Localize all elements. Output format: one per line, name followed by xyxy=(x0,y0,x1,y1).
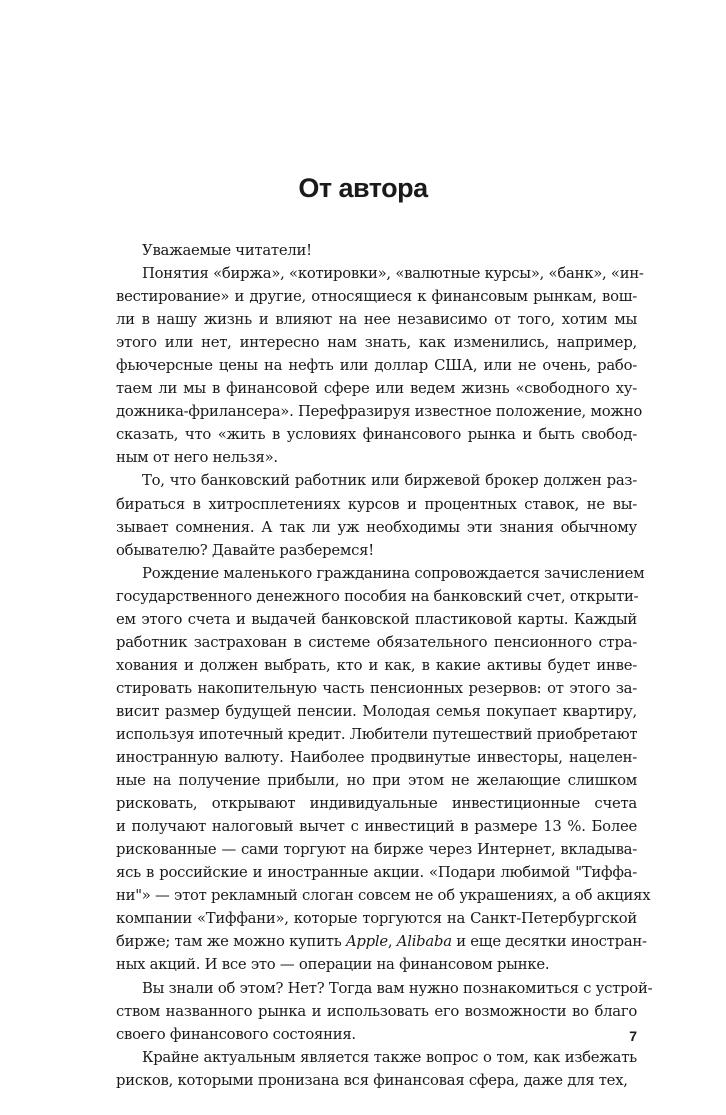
text-line: Вы знали об этом? Нет? Тогда вам нужно познакомиться с устрой- xyxy=(142,979,653,997)
text-line: ным от него нельзя». xyxy=(116,449,278,467)
text-line: и получают налоговый вычет с инвестиций в размере 13 %. Более xyxy=(116,818,637,836)
paragraph xyxy=(116,239,637,262)
text-line: используя ипотечный кредит. Любители путешествий приобретают xyxy=(116,725,638,743)
paragraph xyxy=(116,562,651,977)
text-line: бираться в хитросплетениях курсов и процентных ставок, не вы- xyxy=(116,495,637,513)
text-line: своего финансового состояния. xyxy=(116,1025,356,1043)
text-line: сказать, что «жить в условиях финансового рынка и быть свобод- xyxy=(116,426,637,444)
paragraph xyxy=(116,469,637,561)
text-line: ных акций. И все это — операции на финансовом рынке. xyxy=(116,956,550,974)
body-text xyxy=(116,239,653,1092)
text-line: ем этого счета и выдачей банковской пластиковой карты. Каждый xyxy=(116,610,637,628)
text-line: таем ли мы в финансовой сфере или ведем жизнь «свободного ху- xyxy=(116,380,637,398)
text-line: компании «Тиффани», которые торгуются на Санкт-Петербургской xyxy=(116,910,637,928)
text-line: бирже; там же можно купить Apple, Alibaba и еще десятки иностран- xyxy=(116,933,647,951)
text-line: хования и должен выбрать, кто и как, в какие активы будет инве- xyxy=(116,656,637,674)
text-line: Рождение маленького гражданина сопровождается зачислением xyxy=(142,564,645,582)
paragraph xyxy=(116,262,644,469)
text-line: этого или нет, интересно нам знать, как изменились, например, xyxy=(116,334,637,352)
text-line: ли в нашу жизнь и влияют на нее независимо от того, хотим мы xyxy=(116,311,637,329)
text-line: Уважаемые читатели! xyxy=(142,242,312,259)
paragraph xyxy=(116,977,653,1046)
text-line: рисковать, открывают индивидуальные инвестиционные счета xyxy=(116,795,637,813)
text-line: ни"» — этот рекламный слоган совсем не об украшениях, а об акциях xyxy=(116,887,651,905)
text-line: ясь в российские и иностранные акции. «Подари любимой "Тиффа- xyxy=(116,864,637,882)
text-line: иностранную валюту. Наиболее продвинутые инвесторы, нацелен- xyxy=(116,749,637,767)
company-name: Alibaba xyxy=(396,933,452,951)
text-line: стировать накопительную часть пенсионных резервов: от этого за- xyxy=(116,679,637,697)
text-line: Крайне актуальным является также вопрос о том, как избежать xyxy=(142,1048,637,1066)
text-line: государственного денежного пособия на банковский счет, открыти- xyxy=(116,587,639,605)
text-line: фьючерсные цены на нефть или доллар США, или не очень, рабо- xyxy=(116,357,637,375)
text-line: вестирование» и другие, относящиеся к финансовым рынкам, вош- xyxy=(116,288,637,306)
text-line: обывателю? Давайте разберемся! xyxy=(116,541,374,559)
text-line: ные на получение прибыли, но при этом не желающие слишком xyxy=(116,772,637,790)
page-number: 7 xyxy=(629,1028,637,1044)
text-line: Понятия «биржа», «котировки», «валютные курсы», «банк», «ин- xyxy=(142,265,644,283)
text-line: дожника-фрилансера». Перефразируя известное положение, можно xyxy=(116,403,642,421)
chapter-title: От автора xyxy=(298,173,428,203)
text-line: работник застрахован в системе обязательного пенсионного стра- xyxy=(116,633,637,651)
text-line: висит размер будущей пенсии. Молодая семья покупает квартиру, xyxy=(116,702,637,720)
text-line: зывает сомнения. А так ли уж необходимы эти знания обычному xyxy=(116,518,637,536)
text-line: рисков, которыми пронизана вся финансовая сфера, даже для тех, xyxy=(116,1071,628,1089)
text-line: рискованные — сами торгуют на бирже через Интернет, вкладыва- xyxy=(116,841,637,859)
text-line: ством названного рынка и использовать его возможности во благо xyxy=(116,1002,637,1020)
company-name: Apple xyxy=(345,933,388,951)
text-line: То, что банковский работник или биржевой брокер должен раз- xyxy=(142,472,637,490)
paragraph xyxy=(116,1046,637,1092)
